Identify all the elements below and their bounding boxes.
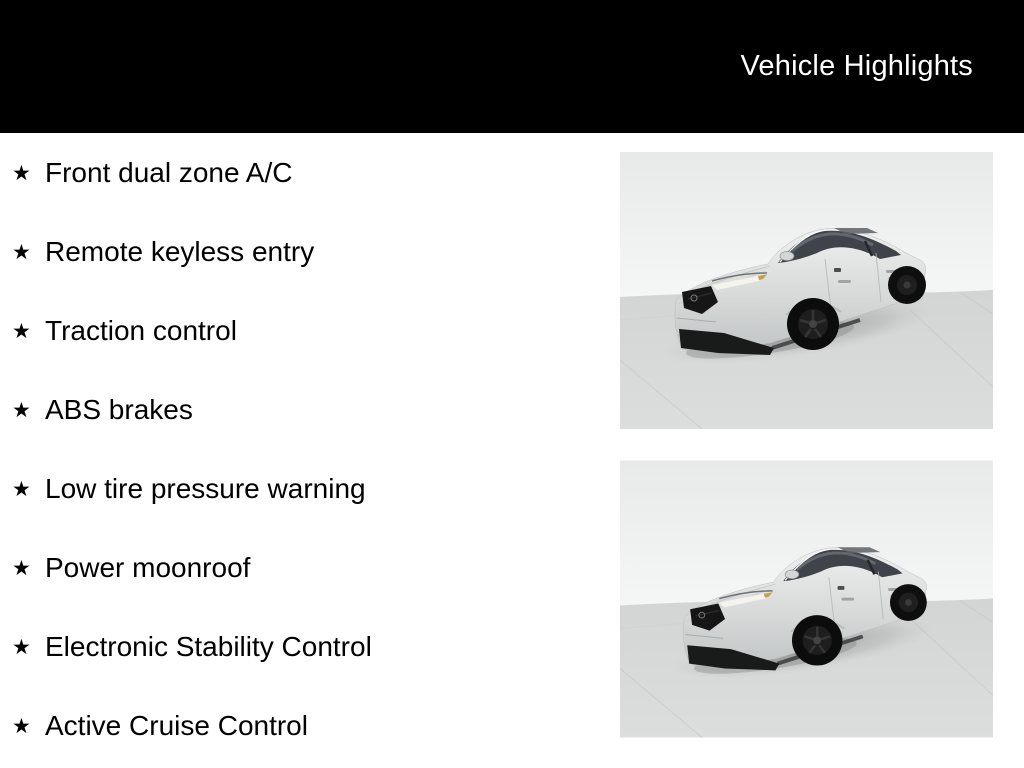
star-bullet-icon: ★ <box>12 477 31 501</box>
feature-list <box>12 133 592 765</box>
feature-label: ABS brakes <box>45 393 193 425</box>
feature-item <box>12 291 592 370</box>
star-bullet-icon: ★ <box>12 635 31 659</box>
vehicle-photo-top <box>620 152 993 429</box>
feature-label: Remote keyless entry <box>45 235 315 267</box>
feature-label: Power moonroof <box>45 551 251 583</box>
feature-label: Traction control <box>45 314 237 346</box>
feature-item <box>12 133 592 212</box>
feature-label: Active Cruise Control <box>45 709 308 741</box>
car-studio-illustration <box>620 152 993 429</box>
vehicle-photo-bottom <box>620 460 993 738</box>
page-title: Vehicle Highlights <box>740 50 973 82</box>
star-bullet-icon: ★ <box>12 161 31 185</box>
feature-item <box>12 528 592 607</box>
star-bullet-icon: ★ <box>12 319 31 343</box>
front-wheel <box>787 298 839 350</box>
star-bullet-icon: ★ <box>12 556 31 580</box>
feature-label: Electronic Stability Control <box>45 630 372 662</box>
feature-label: Low tire pressure warning <box>45 472 366 504</box>
rear-wheel <box>888 266 926 304</box>
star-bullet-icon: ★ <box>12 240 31 264</box>
feature-item <box>12 686 592 765</box>
header-banner <box>0 0 1024 133</box>
star-bullet-icon: ★ <box>12 714 31 738</box>
side-mirror <box>780 252 794 261</box>
car-studio-illustration <box>620 460 993 738</box>
feature-item <box>12 212 592 291</box>
feature-item <box>12 607 592 686</box>
star-bullet-icon: ★ <box>12 398 31 422</box>
feature-label: Front dual zone A/C <box>45 156 293 188</box>
feature-item <box>12 370 592 449</box>
feature-item <box>12 449 592 528</box>
